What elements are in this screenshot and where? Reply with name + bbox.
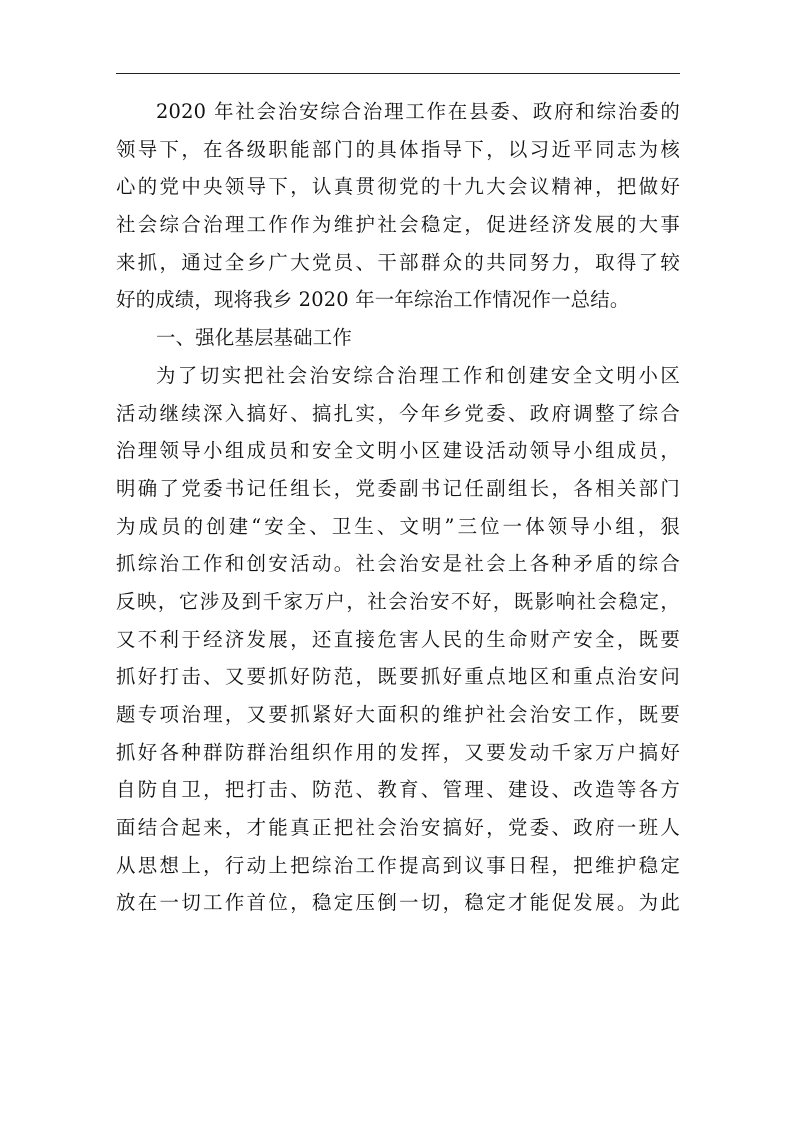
text-line: 好的成绩，现将我乡 2020 年一年综治工作情况作一总结。 (116, 288, 630, 312)
document-body (116, 93, 680, 922)
text-line: 一、强化基层基础工作 (156, 326, 352, 350)
text-line: 2020 年社会治安综合治理工作在县委、政府和综治委的 (156, 100, 680, 123)
text-line: 抓好打击、又要抓好防范，既要抓好重点地区和重点治安问 (116, 665, 680, 689)
text-line: 领导下，在各级职能部门的具体指导下，以习近平同志为核 (116, 137, 680, 161)
text-line: 抓综治工作和创安活动。社会治安是社会上各种矛盾的综合 (116, 552, 680, 576)
text-line: 反映，它涉及到千家万户，社会治安不好，既影响社会稳定， (116, 589, 680, 613)
text-line: 为了切实把社会治安综合治理工作和创建安全文明小区 (156, 363, 680, 387)
text-line: 心的党中央领导下，认真贯彻党的十九大会议精神，把做好 (116, 175, 680, 199)
text-line: 从思想上，行动上把综治工作提高到议事日程，把维护稳定 (116, 853, 680, 877)
text-line: 题专项治理，又要抓紧好大面积的维护社会治安工作，既要 (116, 703, 680, 726)
text-line: 放在一切工作首位，稳定压倒一切，稳定才能促发展。为此 (116, 891, 680, 915)
text-line: 明确了党委书记任组长，党委副书记任副组长，各相关部门 (116, 476, 680, 500)
text-line: 社会综合治理工作作为维护社会稳定，促进经济发展的大事 (116, 213, 680, 237)
header-rule (116, 73, 680, 74)
text-line: 又不利于经济发展，还直接危害人民的生命财产安全，既要 (116, 627, 680, 651)
text-line: 来抓，通过全乡广大党员、干部群众的共同努力，取得了较 (116, 250, 680, 274)
text-line: 为成员的创建“安全、卫生、文明”三位一体领导小组，狠 (116, 514, 680, 538)
text-line: 治理领导小组成员和安全文明小区建设活动领导小组成员， (116, 439, 680, 463)
text-line: 抓好各种群防群治组织作用的发挥，又要发动千家万户搞好 (116, 740, 680, 764)
text-line: 活动继续深入搞好、搞扎实，今年乡党委、政府调整了综合 (116, 401, 680, 425)
text-line: 自防自卫，把打击、防范、教育、管理、建设、改造等各方 (116, 778, 680, 802)
text-line: 面结合起来，才能真正把社会治安搞好，党委、政府一班人 (116, 816, 680, 840)
